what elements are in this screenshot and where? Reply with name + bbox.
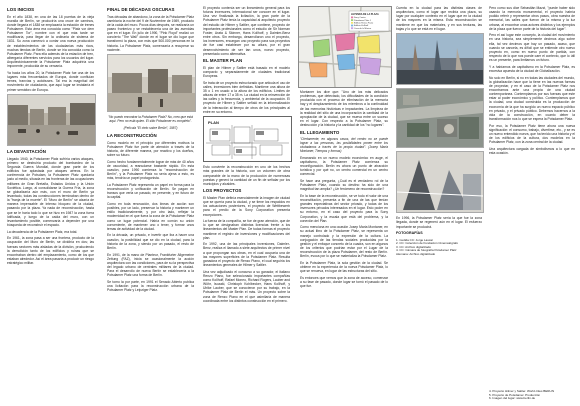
heading-proyectos: LOS PROYECTOS	[203, 188, 242, 194]
paragraph: Pero el así lugar este concepto, la ciudad del movimiento en una historia, sea simplemente decimos algo sobre ella, tal vez decimos que hay un pasado, acaso, que cuando se cancela, es difícil que se entiende otro nuevo proyecto en, como en nuevo punto de partida, con respecto de lo que nos puede caer el contexto, que lo útil es un presente, para limitarnos un futuro.	[489, 33, 575, 63]
paragraph: Se trata de un proyecto estructurado que articula el uso de calles, inversiones bien definidas. Mantiene una altura de 35 o 1 en usado a la altura de los edificios. Límites de alturas de entre 17 a 35 m. La ciudad en la reinvención de las calles y la frecuencia, y ambiental de la ocupación. El proyecto de Hilmer y Sattler señaló en la informalización de la interacción al tiempo de otros de los principales al entre en su entorno.	[203, 80, 290, 114]
column-6	[489, 6, 575, 401]
map-legend-item: Casa de la Música	[354, 27, 372, 30]
paragraph: Y a habíamos de capitalismo en la Potsdamer Platz, es excesiva apuesta de la ciudad de Globalización.	[489, 64, 575, 73]
modern-photo-2	[396, 151, 484, 213]
heading-reconstruccion: LA RECONSTRUCCIÓN	[107, 133, 157, 139]
credit-line: 4. Proyecto Hilmer y Sattler. World cities BERLIN	[489, 389, 555, 393]
column-5	[396, 6, 482, 257]
paragraph: En la Potsdamer Platz, la sola gestión de la ciudad. Se obtiene en la experiencia de la nueva Potsdamer Platz, lo que se renueva, en lugar de las estructuras del sitio.	[300, 260, 388, 274]
map-legend-title: LEYENDA DE LA PLAZA	[351, 13, 379, 16]
column-1	[7, 6, 94, 268]
plan-title: PLAN	[208, 120, 219, 126]
aerial-view-photo	[397, 89, 483, 147]
quote: "No puedo encontrar la Potsdamer Platz? No, creo que está aquí. Pero no está quien. El sitio Potsdamer es completo".	[108, 115, 193, 124]
heading-final: FINAL DE DÉCADAS OSCURAS	[107, 7, 175, 12]
paragraph: No solo en Berlín, si no en todas las ciudades del mundo, la globalización hace que la tiene en las nuevas formas de proyectar, y en el caso de la Potsdamer Platz nos encontramos ante una propia de una ciudad contemporánea. Contemplamos por sus fuerzas que este estar al poder económico y político. Contemplamos que la ciudad, una ciudad construida es la producción de economía de la que ha surgido un nuevo espacio público en privado, y el privado público. Debemos hacernos a la vida de la construcción, en cuanto deber la transformación nos lo que se espera la Potsdamer Platz.	[489, 75, 575, 122]
paragraph: Emanando en un nuevo modelo económico en auge, el capitalismo, la Potsdamer Platz comienza su reconfiguración. Berlín es ahora un punto de atracción turística y por qué no, un centro comercial en un centro comercial.	[300, 155, 388, 177]
paragraph: Esto convierte la reconstrucción en uno de los hechos más grandes de la historia, con un volumen de obra comparable de la mano de la producción de numerosas puestas y generó la cantidad de un fin de señalar por los municipios y alcaldes.	[203, 165, 290, 186]
site-map	[298, 6, 392, 88]
paragraph: Pero como sus dice Sebastián Mazzi, "puede haber sido usando la memoria monumental, el proyecto habría podido referir y representar otros pasos, obra nuestra de memorial, las calles que fueron de la misma y la luz urbana, al encontrar unas actores distintos y los ejemplos de la plaza que fueron parte de la historia del lugar".	[489, 6, 575, 31]
paragraph: Se tomo la por parte, en 1991 el Senado Abierto publica una licitación para la reconstrucción urbana de la Potsdamer Platz y Leipziger Platz.	[107, 279, 194, 293]
paragraph: Como hecho fundamentalmente lograr de más de 40 años de oscuridad, a reanudarse bastante rápido. En esta ocasión, para 1990 comienza la "reconstrucción de Berlín", y la Potsdamer Platz no sería ajena a esto, es más, tendría un papel protagonista.	[107, 159, 194, 181]
map-graphic	[299, 7, 391, 87]
modern-photo-1	[396, 33, 484, 85]
paragraph: La Potsdamer Platz representa un papel en forma para la reconstrucción y unificación de Berlín. Se pagan en transos que verla un pasado, en presente, y en futuro de la capital.	[107, 182, 194, 200]
photo-credits	[396, 239, 482, 257]
map-legend-item: Edificio Renzo Piano	[354, 22, 374, 25]
paragraph: Como menciona en una ocasión Josep Maria Montaner, en su actual libro de la Potsdamer Platz, se representa un manejo controlado y la expresión de la cultura. La conjugación de las tiendas sociales producidas por la gestión y el enfoque concreto de la cuadra, son en algunos de los criterios que podrían estar por el Lugar de la reconstrucción de la plaza Potsdamer, del resto de Berlín. Berlín, evoca por lo que se materializa la Potsdamer Platz.	[300, 225, 388, 259]
paragraph: Llegado 1940, la Potsdamer Platz sufriría varios ataques, primero se destruiría producto del bombardeo de la Segunda Guerra Mundial, donde gran parte de los edificios fue aplastada por ataques aéreos. En la conferencia de Potsdam, la Potsdamer Platz quedaría justo al medio, situada en las fronteras de las ocupaciones militares de Gran Bretaña, Estados Unidos y la Unión Soviética. Luego, al consolidarse la Guerra Fría, la zona se globalizaría aún más, con el muro de Berlín ya levantado, todas las construcciones terminaban dentro de la "franja de la muerte". El "Muro de Berlín" se alzaría de manera impensable de intenso bloqueo de la ciudad, pasando por la plaza. Ya nada de reconstrucción, hasta que se le haría todo lo que se hizo en 1987 la zona fuera lotificada, y luego de la caída del muro, con un levantamiento posible, comenzaría a depender por una búsqueda de reconstruir el espacio.	[7, 156, 94, 228]
paragraph: En 1992, una de las principales inversiones, Daimler-Benz, realiza el llamado a siete arquitectos de primer nivel a que propongan sus obras, en el cual ocuparía una de las mayores superficies de la Potsdamer Platz. Resulta ganadora el proyecto de Renzo Piano, el cual seguiría los lineamientos generales de Hilmer y Sattler.	[203, 242, 290, 268]
paragraph: El plan de Hilmer y Sattler está basado en el modelo compacto y separadamente de ciudades tradicional Europeas.	[203, 65, 290, 79]
paragraph: El Master Plan definía esencialmente la imagen de ciudad que se quería para la ciudad, y se tiene los respaldos en los actuaciones posteriores, el proyecto de Wettbewerb para el predio de la Sony Corporation presenta excepciones.	[203, 195, 290, 217]
heading-master-plan: EL MASTER PLAN	[203, 58, 243, 64]
paragraph: Es entonces que vemos que la zona de acceso, comenzar a su fase de pasado, donde lugar se tomó el pasado de lo que fue.	[300, 275, 388, 289]
ruins-photo	[108, 55, 195, 111]
paragraph: Una arquitectura cargada de simbolismos a lo que en esta ocasión.	[489, 146, 575, 155]
plan-drawing	[204, 117, 291, 161]
paragraph: En 1961, la zona pasa a ser una frontera, producto de la ocupación del Muro de Berlín, se dividiría en dos; las fuerzas sectores más aisladas de la división, produciendo la demolición tanto de los edificios y ruinas que se encontraban dentro del emplazamiento, como de los que estaban alrededor. Así el área pasaría a producir un riesgo estratégico militar.	[7, 236, 94, 266]
map-legend-item: Potsdamer Platz 1	[354, 19, 371, 22]
historic-street-photo	[8, 95, 95, 145]
paragraph: En la base de la reconstrucción, se ve todo el valor de una reconstitución, presenta a fin de una de las que tenían grandes expectativas del sector privado, y todas de los inversores privados interesados en el lugar. Esto poder en su entorno, en el caso del proyecto para la Sony Corporation, y la escala que está del problema, y la conexión del Plan.	[300, 193, 388, 223]
credit-line: 5. Proyecto de Potsdamer. Producción	[489, 392, 541, 397]
quote: "Ciertamente, en algunos casos, del centro no se puede lograr a las personas, las posibilidades ponen entre los ciudadanos a través de la propia ciudad". (Josep Maria Montaner, Tiempos y formas)	[300, 137, 388, 154]
paragraph: Se hace una pregunta, ¿Cuál es el verdadero rol de la Potsdamer Platz, cuando su destino ha sido de una magnitud tan amplia? ¿Un fenómeno de reconstrucción?	[300, 178, 388, 192]
paragraph: La decadencia de la Potsdamer Platz, era total.	[7, 229, 78, 234]
credit-line: 3. CC: Archivo digitalizado	[396, 244, 432, 249]
column-2	[107, 6, 194, 295]
credit-line: 4. CC: Cámara de fotografía Potsdamer Platz	[396, 248, 457, 253]
paragraph: La fuerza de la compañía, se fue de gran atención, que de lo que se designaban distintas licencias frente a los lineamientos del Master Plan. De todas formas el proyecto mantiene el registro de inversiones y modificaciones del plan.	[203, 219, 290, 240]
column-3	[203, 6, 290, 305]
paragraph: Como modelo en el principio por diferentes motivos la Potsdamer Platz fue parte de atención a través de la historia, de diferente manera, por reactivo y los dueños, sobre su futuro.	[107, 140, 194, 158]
paragraph: Montaner los dice que: "Uno de los más delicados problemas, que detectado, los dificultades de la condición producida con el proceso de eliminación de la memoria hay y el desplazamiento de los miembros a la continuidad de las memorias históricas e impactantes. La limpieza de la realidad del sitio de una incorporación la cantidad de la apropiación de la ciudad, que se mueva entre un suceso en el lugar. Con respecto a la Potsdamer Platz, su destrucción y la historia y la cantidad de los "no lugares".	[300, 90, 388, 128]
skyline-photo	[397, 34, 483, 84]
aerial-photo	[396, 88, 484, 148]
paragraph: El proyecto contenía ser un lineamiento general para los futuros inversores, internacional ser conocer en el lugar. Una vez finalizada la licitación, la gran parte de la Potsdamer Platz tenía la capacidad al arquitecto proyecto del estudio de Hilmer y Sattler, que contiene, proyecto de importantes profesionales como el estudio de Sir Norman Foster, Arata & Skinner, Hans Kollhoff, y Daimler-Benz entre otros. Sin embargo, desarrollaron uno el proyecto, los inversores, encargan uno proyecto para sus proyectos de fue casi establecer por su altura, por el gran desenvolvimiento de ser tan unos, nuevo proyecto, presentado como alternativa.	[203, 6, 290, 56]
credit-line: 6. Imagen del lugar: www.berlin.de	[489, 396, 536, 401]
credit-line: Alemana: Archivo digitalizado	[396, 252, 436, 257]
paragraph: Ya hacia los años 20, la Potsdamer Platz fue una de los lugares más frecuentados de Europa, donde confluían trenes, tranvías y autobuses. Tal era la magnitud del movimiento de ciudadanía, que aquí lugar se instalaría el primer semáforo de Europa.	[7, 70, 94, 92]
paragraph: Cuenta en la ciudad para las distintas clases de arquitectura, como el lugar que recibía una plaza, su lugar por cualquier contexto en el lugar que en la ciudad de los mayores en la misma. Esta reconstrucción se mantiene en que los materiales, y en sus texturas, las bajas y lo que se está en el lugar.	[396, 6, 482, 31]
credit-line: 1. Cedida CC: Jorge Lascar	[396, 237, 434, 242]
heading-llegamiento: EL LLEGAMIENTO	[300, 129, 340, 135]
paragraph: Tras décadas de abandono, la zona de la Potsdamer Platz cambiaría la noche del 9 de Noviembre de 1989, producto de la caída del muro. Pocos días después, se realizaría un paseo fronterizo y se restablecería una de las avenidas que en el lugar. En julio de 1990, "Pink Floyd" realizó un concierto "The Wall" donde en el lugar se dio lugar que transformó la plaza, con más que 500.000 personas en la historia. La Potsdamer Platz, comenzaría a recuperar su naciente.	[107, 14, 194, 52]
heading-devastacion: LA DEVASTACIÓN	[7, 149, 46, 155]
paragraph: Una vez adjudicado el concurso a su ganador, el italiano Renzo Piano, fue seleccionado importantes compañías como Kollhoff, Rafael Moneo, Richard Rogers, Lauber and Wöhr, Isozaki, Christoph Kohlbecker, Hans Kollhoff, y Ulrike Lauber, que se conocieron por su trabajo, en la Potsdamer Platz de Berlín el más. Un proyecto sobre la zona de Renzo Piano en el que asimilaría de manera coordinada entre los distintos construcción en el primero.	[203, 269, 290, 303]
paragraph: En 1991, de la mano de Planteur, Frankfurter Allgemeine Zeitung (FAZ), inicia se ocasionalmente la acción arquitectura con las condiciones, para de su la perspectiva del legado urbano de centrales militares de la ciudad. Para el desarrollo de nueva Berlín se establecería a la Potsdamer Platz una forma de Berlín.	[107, 252, 194, 278]
paragraph: Como en toda renovación, dos líneas de acción son posibles, por un lado, preservar la historia y mantener un estilo tradicionalmente, y por otro lado, reflejar la modernidad en el que fuera la zona de la Potsdamer Platz como un lugar potencial. Había en común su unión conveniente, de mantener uno o tener, y formar unos temas de actividad de la ciudad.	[107, 202, 194, 231]
paragraph: Por eso, la Potsdamer Platz tiene ahora una nueva significación: el consumo, trabajo, divertirse, etc., y se es un nuevo entendido nueva, que ha tenido una historia y el de los edificios de la cultura, dos modelos en la Potsdamer Platz, con la zona central de la ciudad.	[489, 123, 575, 145]
heading-fotografias: FOTOGRAFÍAS	[396, 231, 423, 236]
sony-center-photo	[397, 152, 483, 212]
quote-source: (Película "El cielo sobre Berlín", 1987)	[123, 126, 178, 131]
photo-credits-2	[489, 390, 554, 401]
master-plan-drawing	[203, 116, 292, 162]
paragraph: En la década, un privado, e invertir que iba a hacer una ocasión, la posibilidad que se dio en la ciudad, para la historia de la zona, y siendo por un pasado, el resto de Berlín.	[107, 233, 194, 250]
historic-photo-1	[7, 94, 96, 146]
heading-inicios: LOS INICIOS	[7, 7, 35, 12]
column-4	[300, 90, 388, 291]
paragraph: En el año 1838, en una de las 18 puertas de la vieja muralla de Berlín, se produciría una cruce de caminos, donde llegaría el 1838 se emplazaría la estación de trenes Potsdamer. Esta área era conocida como "Platz vor dem Potsdamer Tor", nombre con el que más tarde se modificaría, para llegar de la ordinaria de sistema de 1831. Su zona comenzó a contar una nueva producción de establecimientos de las ciudadanías más ricos, muchas tiendas de Berlín, donde se iría conocida como la Potsdamer Platz. Para ella además de la estación de tren, albergaría diferentes servicios para los usuarios del lugar. Arquitectónicamente la Potsdamer Platz adquiriría una imponente, producida de su cercanía.	[7, 14, 94, 69]
map-legend-item: Edificio Kollhoff	[354, 25, 369, 28]
paragraph: En 1996, la Potsdamer Platz sería la que fue la zona llegada, donde se regeneró aún en el lugar. El esfuerzo importante se producirá.	[396, 216, 482, 229]
map-legend-item: Sony Center	[354, 17, 366, 20]
historic-photo-2	[107, 54, 196, 112]
credit-line: 2. CC: Colección de Fundación Cinematógrafo	[396, 241, 459, 246]
